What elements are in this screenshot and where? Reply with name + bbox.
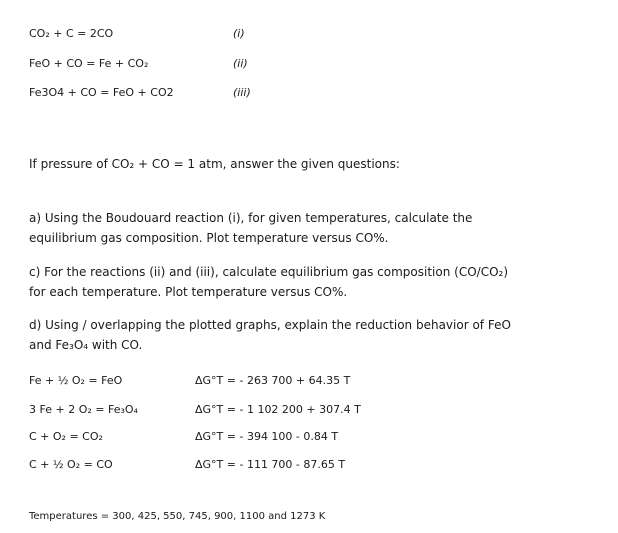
intro-text: If pressure of CO₂ + CO = 1 atm, answer the given questions: bbox=[29, 157, 400, 171]
thermo-dg-3: ΔG°T = - 394 100 - 0.84 T bbox=[195, 430, 339, 443]
question-d-line2: and Fe₃O₄ with CO. bbox=[29, 338, 143, 352]
thermo-reaction-2: 3 Fe + 2 O₂ = Fe₃O₄ bbox=[29, 403, 138, 416]
question-a bbox=[29, 208, 599, 248]
reaction-1-equation: CO₂ + C = 2CO bbox=[29, 27, 114, 40]
thermo-reaction-3: C + O₂ = CO₂ bbox=[29, 430, 103, 443]
reaction-3-label: (iii) bbox=[233, 86, 251, 99]
reaction-3-equation: Fe3O4 + CO = FeO + CO2 bbox=[29, 86, 174, 99]
question-a-line1: a) Using the Boudouard reaction (i), for given temperatures, calculate the bbox=[29, 211, 473, 225]
question-c-line2: for each temperature. Plot temperature versus CO%. bbox=[29, 285, 348, 299]
question-d bbox=[29, 315, 604, 355]
thermo-reaction-1: Fe + ½ O₂ = FeO bbox=[29, 374, 123, 387]
thermo-dg-1: ΔG°T = - 263 700 + 64.35 T bbox=[195, 374, 351, 387]
question-a-line2: equilibrium gas composition. Plot temperature versus CO%. bbox=[29, 231, 389, 245]
reaction-2-label: (ii) bbox=[233, 57, 248, 70]
question-c bbox=[29, 262, 604, 302]
reaction-2-equation: FeO + CO = Fe + CO₂ bbox=[29, 57, 149, 70]
thermo-dg-4: ΔG°T = - 111 700 - 87.65 T bbox=[195, 458, 346, 471]
thermo-dg-2: ΔG°T = - 1 102 200 + 307.4 T bbox=[195, 403, 361, 416]
thermo-reaction-4: C + ½ O₂ = CO bbox=[29, 458, 113, 471]
question-d-line1: d) Using / overlapping the plotted graphs, explain the reduction behavior of FeO bbox=[29, 318, 511, 332]
reaction-1-label: (i) bbox=[233, 27, 245, 40]
temperatures-list: Temperatures = 300, 425, 550, 745, 900, 1100 and 1273 K bbox=[29, 511, 326, 522]
question-c-line1: c) For the reactions (ii) and (iii), calculate equilibrium gas composition (CO/CO₂) bbox=[29, 265, 509, 279]
